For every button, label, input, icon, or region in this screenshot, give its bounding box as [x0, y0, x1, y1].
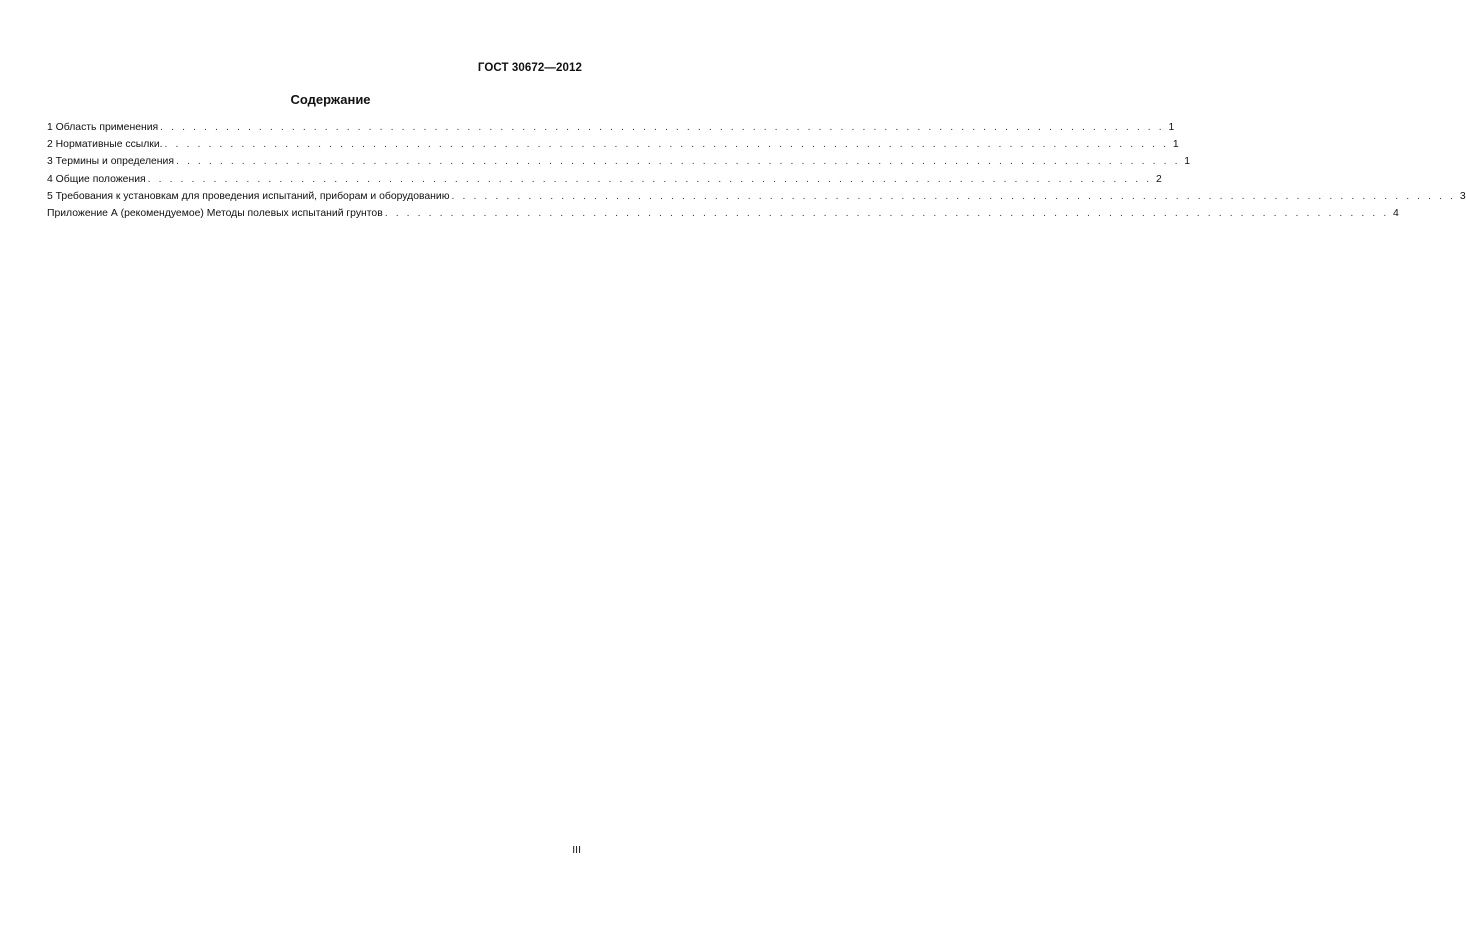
- toc-entry[interactable]: [47, 119, 1175, 136]
- toc-leader: . . . . . . . . . . . . . . . . . . . . . . . . . . . . . . . . . . . . . . . . . . . . . . . . . . . . . . . . . . . . . . . . . . . . . . . . . . . . . . . . . . . . . . . . . . . .: [384, 207, 1389, 219]
- toc-entry-page: 1: [1172, 139, 1179, 151]
- toc-entry[interactable]: [47, 205, 1399, 222]
- document-code: ГОСТ 30672—2012: [477, 62, 582, 74]
- toc-leader: . . . . . . . . . . . . . . . . . . . . . . . . . . . . . . . . . . . . . . . . . . . . . . . . . . . . . . . . . . . . . . . . . . . . . . . . . . . . . . . . . . . . . . . . . . . .: [164, 139, 1169, 151]
- toc-entry[interactable]: [47, 188, 1466, 205]
- toc-leader: . . . . . . . . . . . . . . . . . . . . . . . . . . . . . . . . . . . . . . . . . . . . . . . . . . . . . . . . . . . . . . . . . . . . . . . . . . . . . . . . . . . . . . . . . . . .: [160, 122, 1165, 133]
- toc-entry-label: 5 Требования к установкам для проведения испытаний, приборам и оборудованию: [47, 190, 450, 202]
- table-of-contents: [47, 119, 1466, 222]
- toc-entry-page: 1: [1184, 156, 1191, 168]
- page-number: III: [572, 844, 581, 856]
- toc-entry-page: 2: [1155, 173, 1162, 185]
- toc-entry-page: 3: [1459, 190, 1466, 202]
- toc-leader: . . . . . . . . . . . . . . . . . . . . . . . . . . . . . . . . . . . . . . . . . . . . . . . . . . . . . . . . . . . . . . . . . . . . . . . . . . . . . . . . . . . . . . . . . . . .: [175, 156, 1181, 168]
- toc-entry[interactable]: [47, 171, 1162, 188]
- toc-entry-label: 4 Общие положения: [47, 173, 146, 185]
- toc-title: Содержание: [290, 92, 371, 107]
- toc-entry[interactable]: [47, 153, 1191, 170]
- toc-entry[interactable]: [47, 136, 1179, 153]
- toc-entry-label: Приложение А (рекомендуемое) Методы полевых испытаний грунтов: [47, 207, 383, 219]
- toc-entry-label: 1 Область применения: [47, 122, 159, 133]
- toc-leader: . . . . . . . . . . . . . . . . . . . . . . . . . . . . . . . . . . . . . . . . . . . . . . . . . . . . . . . . . . . . . . . . . . . . . . . . . . . . . . . . . . . . . . . . . . . .: [451, 190, 1456, 202]
- toc-entry-page: 4: [1393, 207, 1399, 219]
- toc-leader: . . . . . . . . . . . . . . . . . . . . . . . . . . . . . . . . . . . . . . . . . . . . . . . . . . . . . . . . . . . . . . . . . . . . . . . . . . . . . . . . . . . . . . . . . . . .: [147, 173, 1152, 185]
- toc-entry-label: 3 Термины и определения: [47, 156, 174, 168]
- toc-entry-label: 2 Нормативные ссылки.: [47, 139, 163, 151]
- toc-entry-page: 1: [1168, 122, 1175, 133]
